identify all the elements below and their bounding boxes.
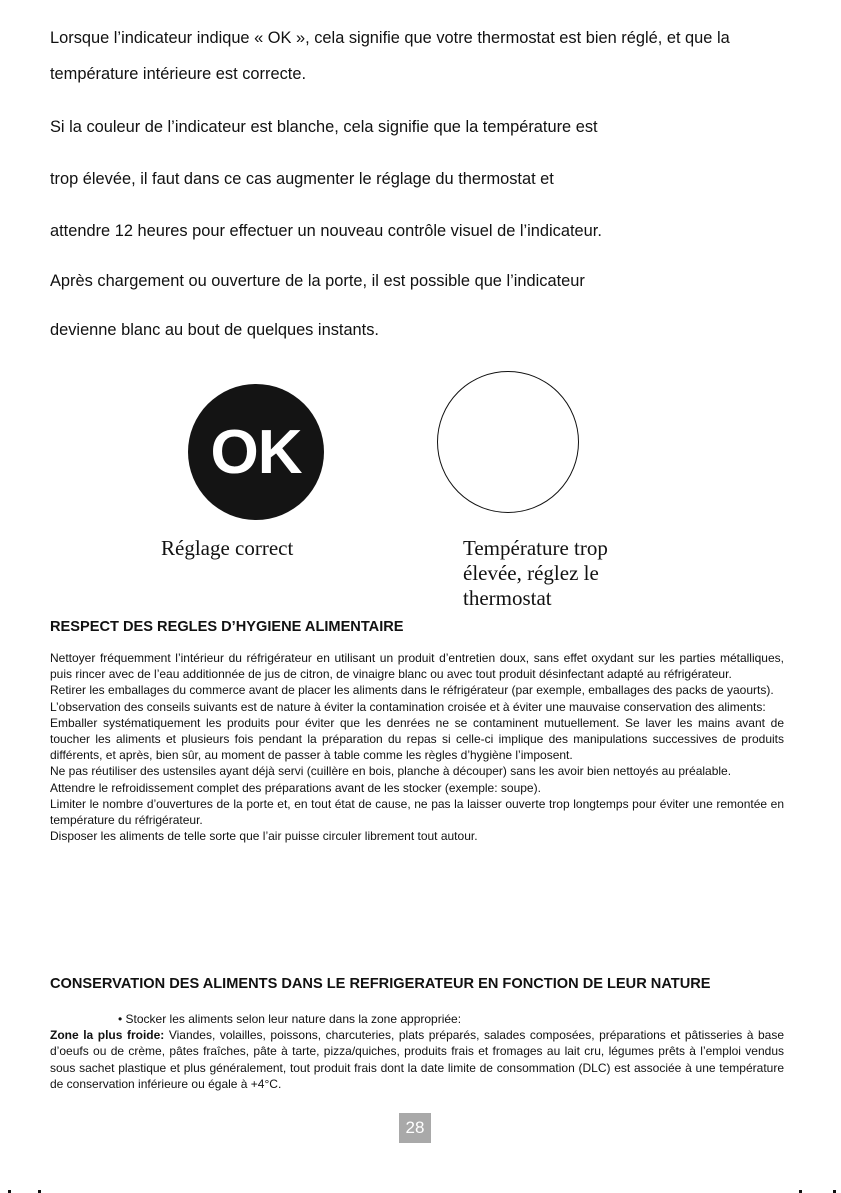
coldest-zone-paragraph bbox=[50, 1027, 784, 1092]
intro-line-1: Lorsque l’indicateur indique « OK », cela signifie que votre thermostat est bien réglé, et que la bbox=[50, 29, 730, 47]
intro-line-5: attendre 12 heures pour effectuer un nouveau contrôle visuel de l’indicateur. bbox=[50, 222, 602, 240]
hygiene-paragraph: Nettoyer fréquemment l’intérieur du réfrigérateur en utilisant un produit d’entretien doux, sans effet oxydant sur les parties métalliques, puis rincer avec de l’eau additionnée de jus de citron, de vinaigre blanc ou avec tout produit désinfectant adapté au réfrigérateur. bbox=[50, 651, 784, 682]
coldest-zone-label: Zone la plus froide: bbox=[50, 1028, 165, 1043]
conservation-section-title: CONSERVATION DES ALIMENTS DANS LE REFRIGERATEUR EN FONCTION DE LEUR NATURE bbox=[50, 976, 711, 992]
intro-line-3: Si la couleur de l’indicateur est blanche, cela signifie que la température est bbox=[50, 118, 598, 136]
hygiene-section-title: RESPECT DES REGLES D’HYGIENE ALIMENTAIRE bbox=[50, 619, 404, 635]
coldest-zone-text: Viandes, volailles, poissons, charcuteries, plats préparés, salades composées, préparations et pâtisseries à base d’oeufs ou de crème, pâtes fraîches, pâte à tarte, pizza/quiches, produits frais et fromages au lait cru, légumes prêts à l’emploi vendus sous sachet plastique et plus généralement, tout produit frais dont la date limite de consommation (DLC) est associée à une température de conservation inférieure ou égale à +4°C. bbox=[50, 1028, 785, 1091]
page-number-badge bbox=[399, 1113, 431, 1143]
caption-temperature-too-high: Température trop élevée, réglez le thermostat bbox=[463, 536, 608, 610]
intro-line-4: trop élevée, il faut dans ce cas augmenter le réglage du thermostat et bbox=[50, 170, 554, 188]
hygiene-paragraph: Disposer les aliments de telle sorte que l’air puisse circuler librement tout autour. bbox=[50, 829, 478, 844]
ok-indicator-text: OK bbox=[210, 417, 302, 487]
ok-indicator-icon bbox=[188, 384, 324, 520]
hygiene-paragraph: Emballer systématiquement les produits pour éviter que les denrées ne se contaminent mutuellement. Se laver les mains avant de toucher les aliments et plusieurs fois pendant la préparation du repas si celle-ci implique des manipulations successives de produits différents, et après, bien sûr, au moment de passer à table comme les règles d’hygiène l’imposent. bbox=[50, 715, 784, 763]
hygiene-paragraph: Limiter le nombre d’ouvertures de la porte et, en tout état de cause, ne pas la laisser ouverte trop longtemps pour éviter une remontée en température du réfrigérateur. bbox=[50, 796, 784, 828]
conservation-bullet: • Stocker les aliments selon leur nature dans la zone appropriée: bbox=[118, 1012, 462, 1026]
intro-line-6: Après chargement ou ouverture de la porte, il est possible que l’indicateur bbox=[50, 272, 585, 290]
conservation-section-body bbox=[50, 1011, 784, 1092]
caption-correct-setting: Réglage correct bbox=[161, 536, 294, 560]
hygiene-paragraph: Attendre le refroidissement complet des préparations avant de les stocker (exemple: soupe). bbox=[50, 780, 541, 795]
hygiene-section-body bbox=[50, 650, 784, 844]
intro-line-2: température intérieure est correcte. bbox=[50, 65, 306, 83]
hygiene-paragraph: Retirer les emballages du commerce avant de placer les aliments dans le réfrigérateur (par exemple, emballages des packs de yaourts). bbox=[50, 683, 774, 698]
page-number: 28 bbox=[405, 1118, 425, 1137]
hygiene-paragraph: Ne pas réutiliser des ustensiles ayant déjà servi (cuillère en bois, planche à découper) sans les avoir bien nettoyés au préalable. bbox=[50, 764, 732, 779]
intro-line-7: devienne blanc au bout de quelques instants. bbox=[50, 321, 379, 339]
white-indicator-icon bbox=[437, 371, 579, 513]
hygiene-paragraph: L’observation des conseils suivants est de nature à éviter la contamination croisée et à éviter une mauvaise conservation des aliments: bbox=[50, 699, 766, 714]
